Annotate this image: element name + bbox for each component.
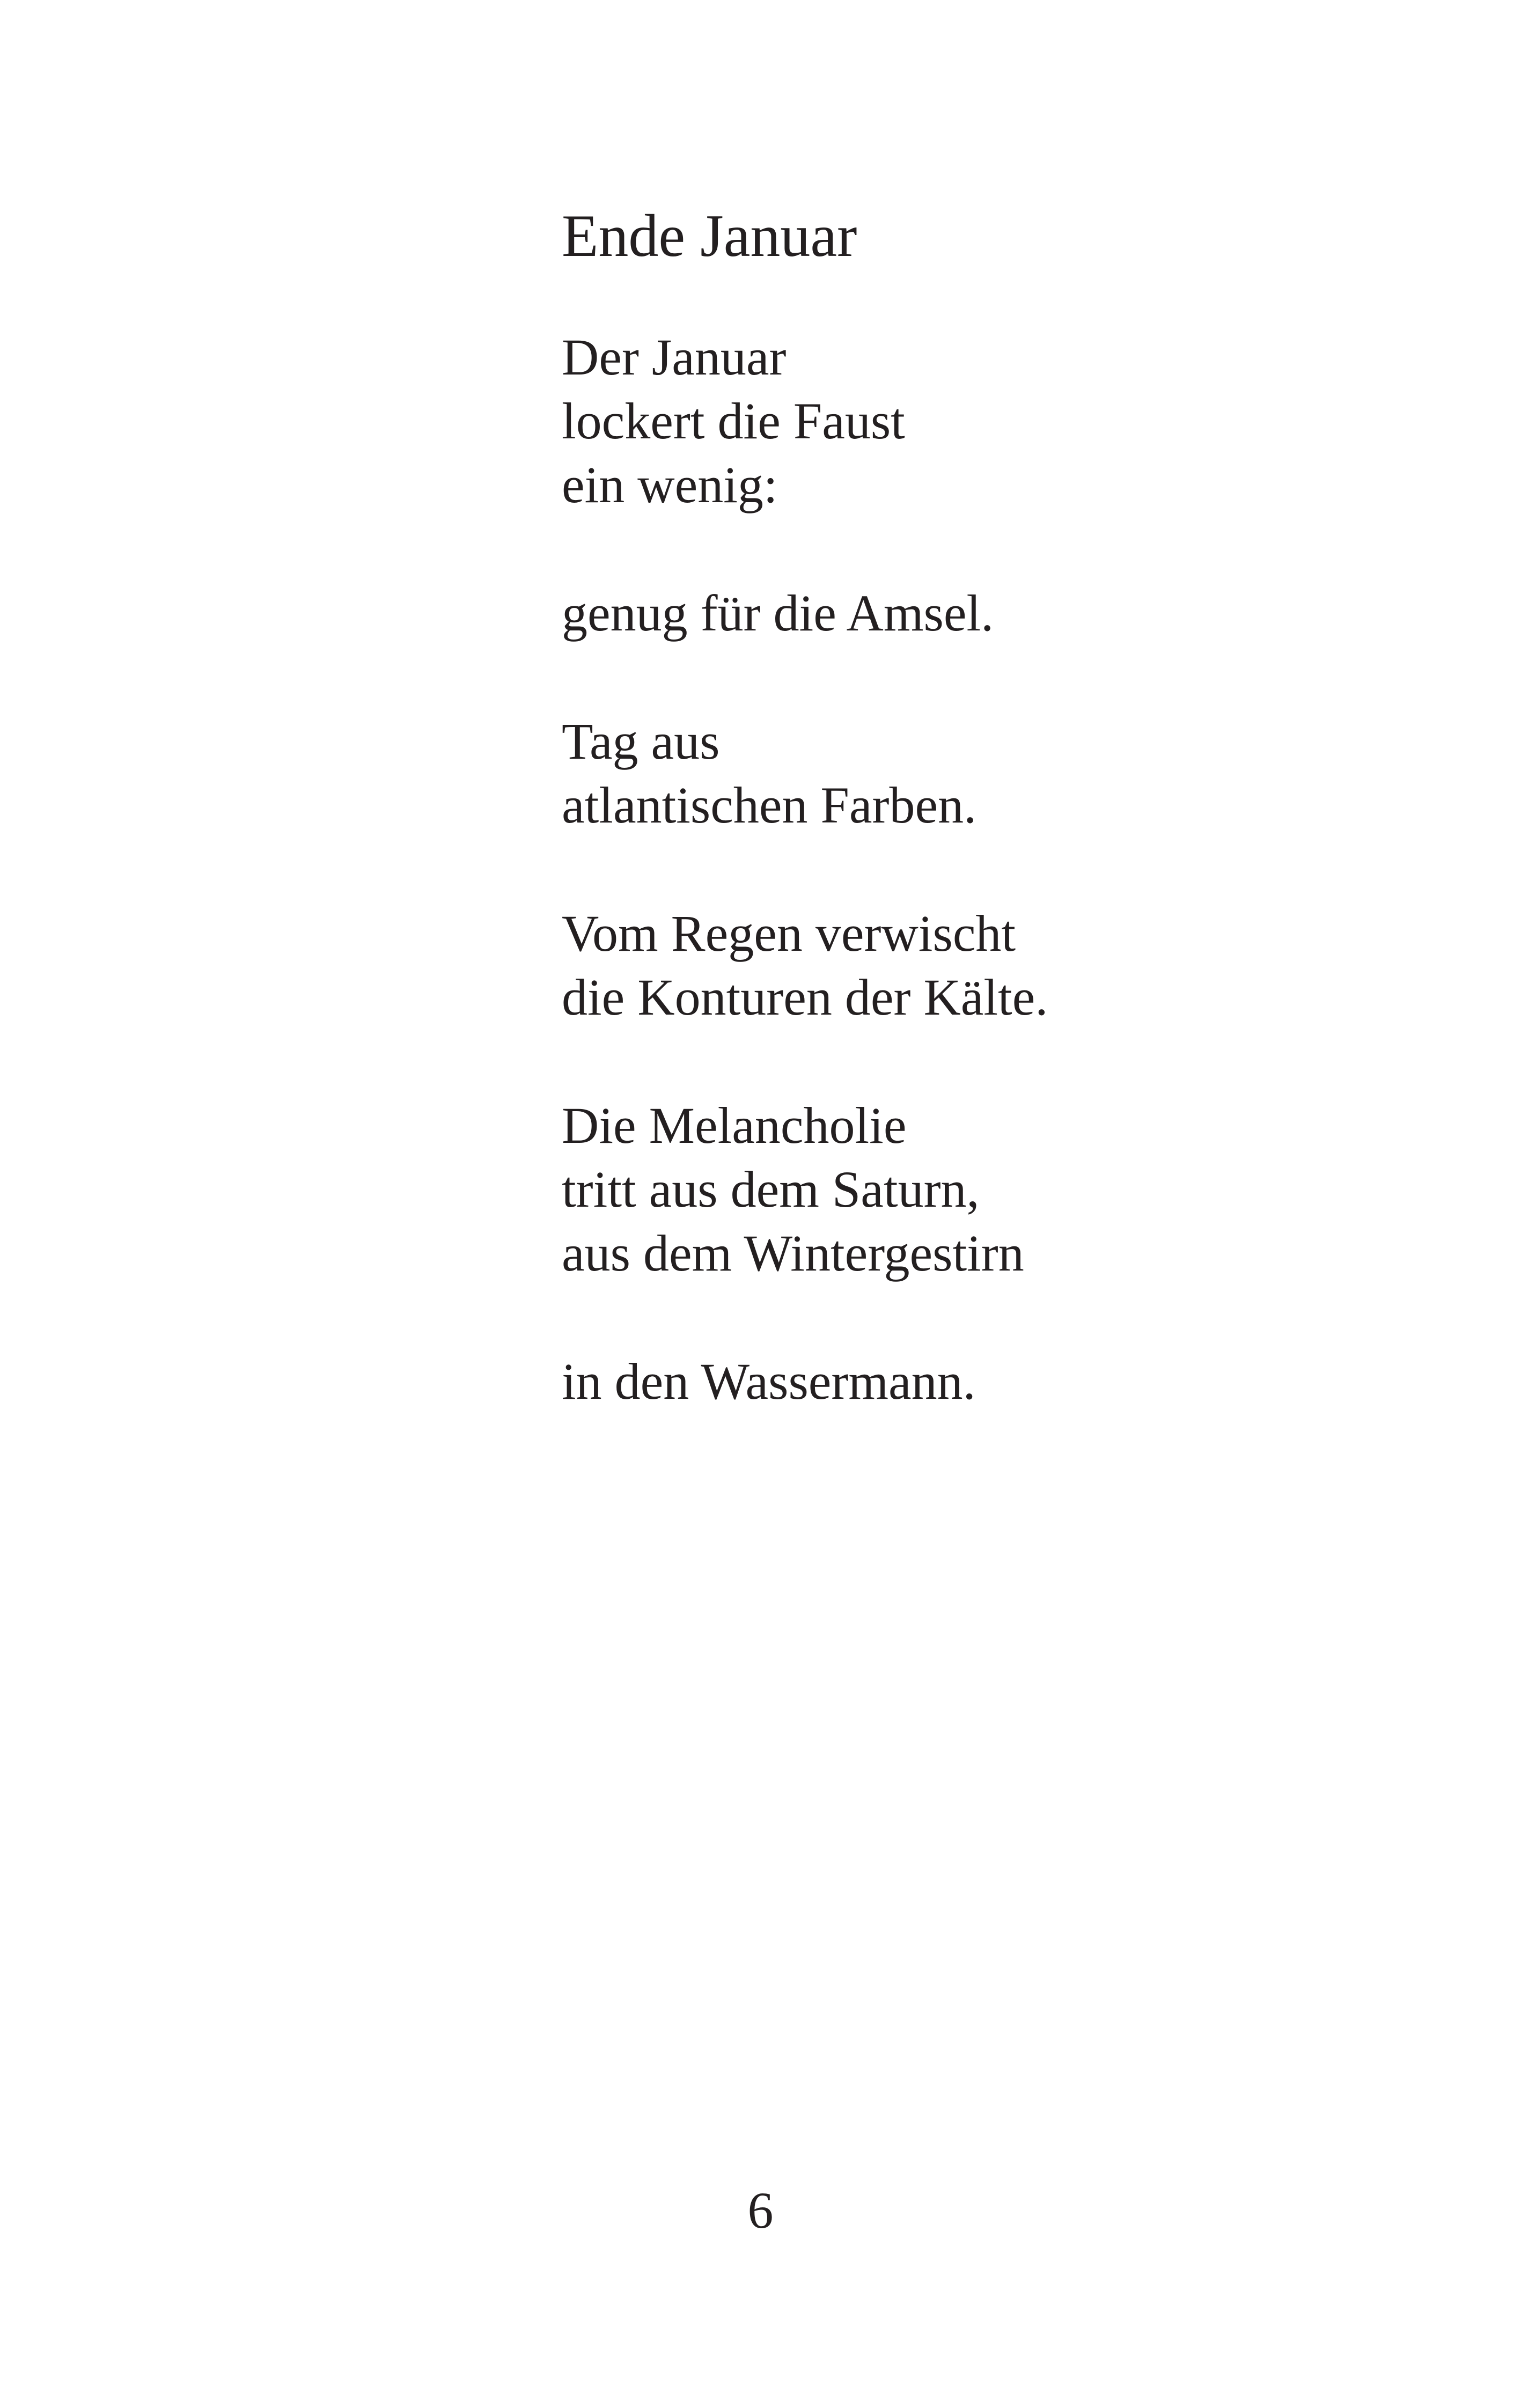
stanza bbox=[562, 325, 1313, 517]
poem-line: Tag aus bbox=[562, 713, 720, 770]
poem-line: aus dem Wintergestirn bbox=[562, 1224, 1024, 1282]
page-number: 6 bbox=[747, 2182, 774, 2239]
poem-line: lockert die Faust bbox=[562, 392, 905, 450]
poem-line: Vom Regen verwischt bbox=[562, 905, 1016, 962]
poem-line: atlantischen Farben. bbox=[562, 776, 977, 834]
poem bbox=[562, 199, 1313, 1478]
poem-line: Die Melancholie bbox=[562, 1097, 907, 1154]
stanza bbox=[562, 1093, 1313, 1285]
stanza bbox=[562, 901, 1313, 1029]
poem-line: ein wenig: bbox=[562, 456, 778, 513]
poem-title: Ende Januar bbox=[562, 203, 857, 269]
poem-line: tritt aus dem Saturn, bbox=[562, 1161, 980, 1218]
poem-line: genug für die Amsel. bbox=[562, 584, 994, 642]
stanza bbox=[562, 1349, 1313, 1413]
poem-line: die Konturen der Kälte. bbox=[562, 968, 1048, 1026]
stanza bbox=[562, 581, 1313, 645]
poem-line: in den Wassermann. bbox=[562, 1353, 976, 1410]
poem-line: Der Januar bbox=[562, 328, 787, 386]
stanza bbox=[562, 709, 1313, 837]
